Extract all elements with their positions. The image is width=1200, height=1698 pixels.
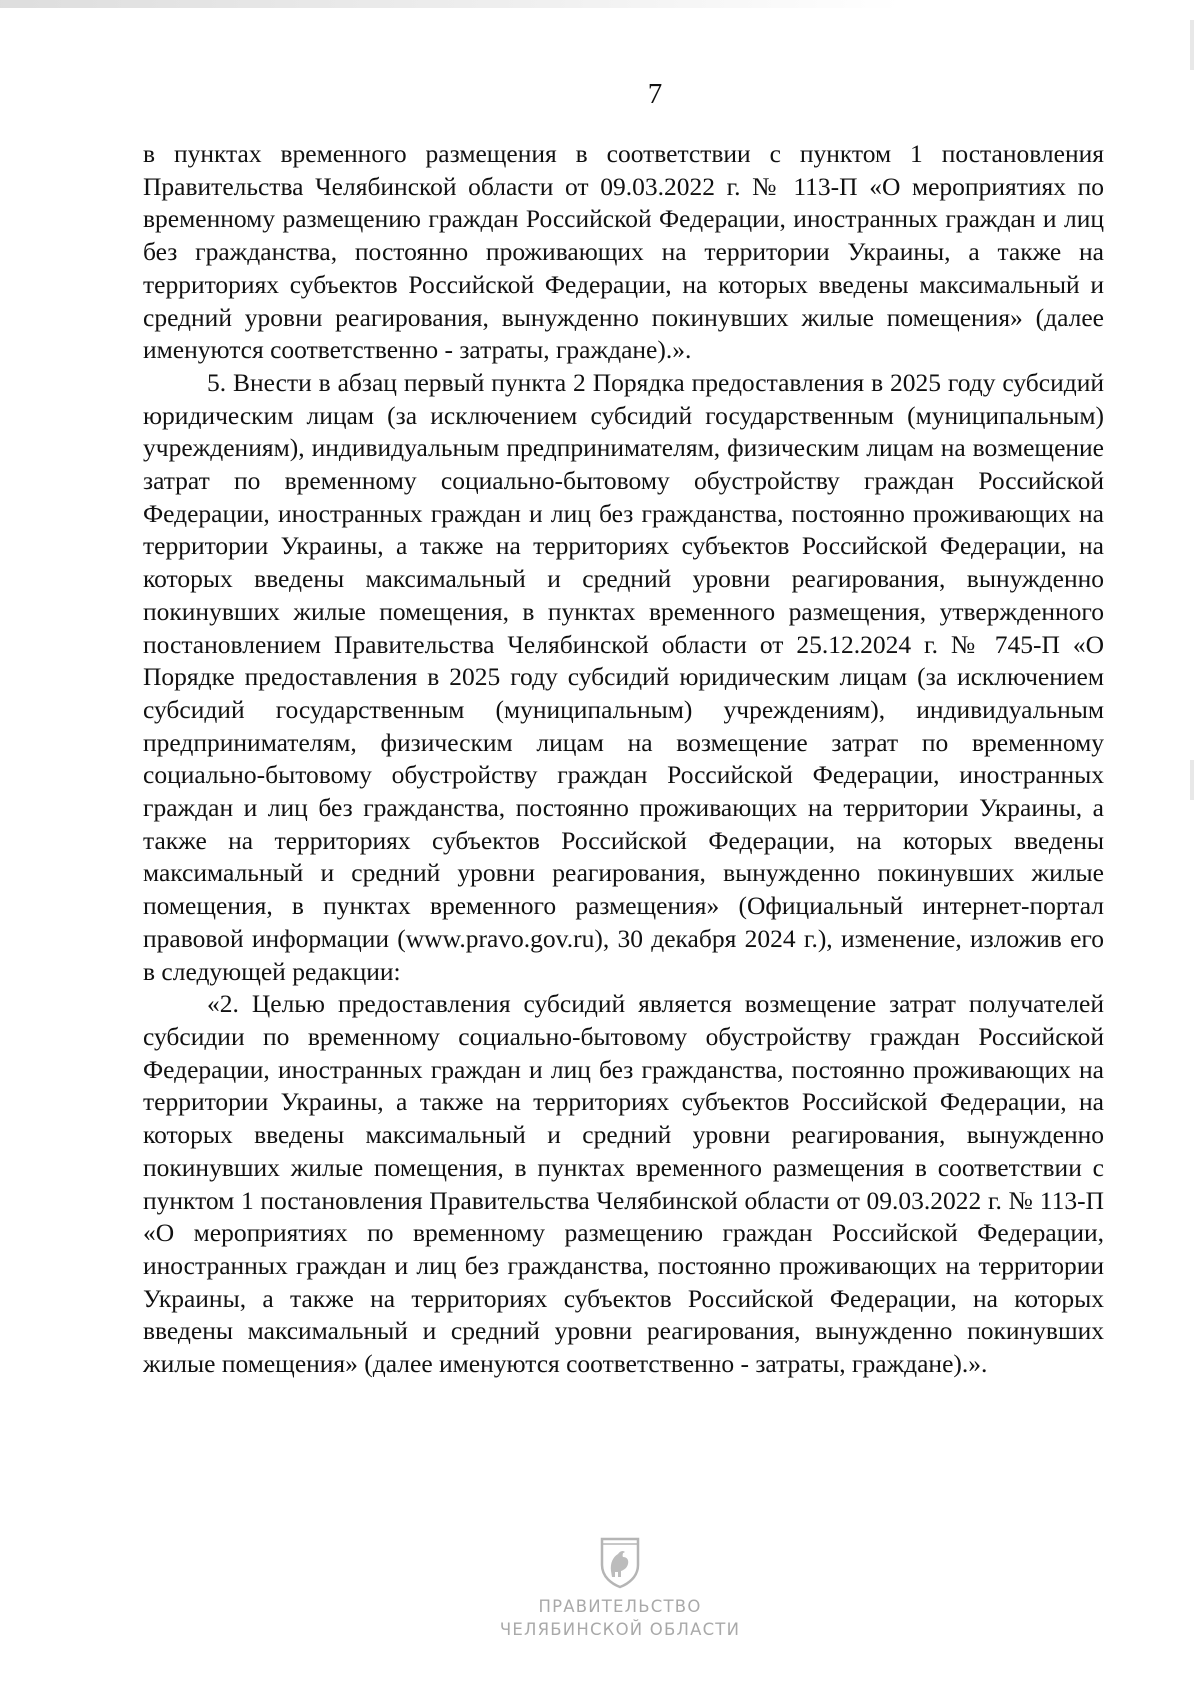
page-number: 7 bbox=[647, 78, 663, 110]
document-body bbox=[143, 138, 1104, 1381]
government-watermark bbox=[455, 1535, 785, 1641]
paragraph-continuation: в пунктах временного размещения в соответствии с пунктом 1 постановления Правительства Челябинской области от 09.03.2022 г. № 113-П «О мероприятиях по временному размещению граждан Российской Федерации, иностранных граждан и лиц без гражданства, постоянно проживающих на территории Украины, а также на территориях субъектов Российской Федерации, на которых введены максимальный и средний уровни реагирования, вынужденно покинувших жилые помещения» (далее именуются соответственно - затраты, граждане).». bbox=[143, 139, 1104, 365]
coat-of-arms-icon bbox=[455, 1535, 785, 1589]
scan-edge-artifact bbox=[0, 0, 900, 8]
watermark-line-2: ЧЕЛЯБИНСКОЙ ОБЛАСТИ bbox=[499, 1620, 741, 1639]
scan-speck-artifact bbox=[1190, 20, 1194, 70]
paragraph-item-5: 5. Внести в абзац первый пункта 2 Порядка предоставления в 2025 году субсидий юридическим лицам (за исключением субсидий государственным (муниципальным) учреждениям), индивидуальным предпринимателям, физическим лицам на возмещение затрат по временному социально-бытовому обустройству граждан Российской Федерации, иностранных граждан и лиц без гражданства, постоянно проживающих на территории Украины, а также на территориях субъектов Российской Федерации, на которых введены максимальный и средний уровни реагирования, вынужденно покинувших жилые помещения, в пунктах временного размещения, утвержденного постановлением Правительства Челябинской области от 25.12.2024 г. № 745-П «О Порядке предоставления в 2025 году субсидий юридическим лицам (за исключением субсидий государственным (муниципальным) учреждениям), индивидуальным предпринимателям, физическим лицам на возмещение затрат по временному социально-бытовому обустройству граждан Российской Федерации, иностранных граждан и лиц без гражданства, постоянно проживающих на территории Украины, а также на территориях субъектов Российской Федерации, на которых введены максимальный и средний уровни реагирования, вынужденно покинувших жилые помещения, в пунктах временного размещения» (Официальный интернет-портал правовой информации (www.pravo.gov.ru), 30 декабря 2024 г.), изменение, изложив его в следующей редакции: bbox=[143, 367, 1104, 986]
watermark-line-1: ПРАВИТЕЛЬСТВО bbox=[538, 1597, 702, 1616]
paragraph-new-wording: «2. Целью предоставления субсидий является возмещение затрат получателей субсидии по временному социально-бытовому обустройству граждан Российской Федерации, иностранных граждан и лиц без гражданства, постоянно проживающих на территории Украины, а также на территориях субъектов Российской Федерации, на которых введены максимальный и средний уровни реагирования, вынужденно покинувших жилые помещения, в пунктах временного размещения в соответствии с пунктом 1 постановления Правительства Челябинской области от 09.03.2022 г. № 113-П «О мероприятиях по временному размещению граждан Российской Федерации, иностранных граждан и лиц без гражданства, постоянно проживающих на территории Украины, а также на территориях субъектов Российской Федерации, на которых введены максимальный и средний уровни реагирования, вынужденно покинувших жилые помещения» (далее именуются соответственно - затраты, граждане).». bbox=[143, 989, 1104, 1379]
scan-speck-artifact bbox=[1190, 760, 1194, 800]
